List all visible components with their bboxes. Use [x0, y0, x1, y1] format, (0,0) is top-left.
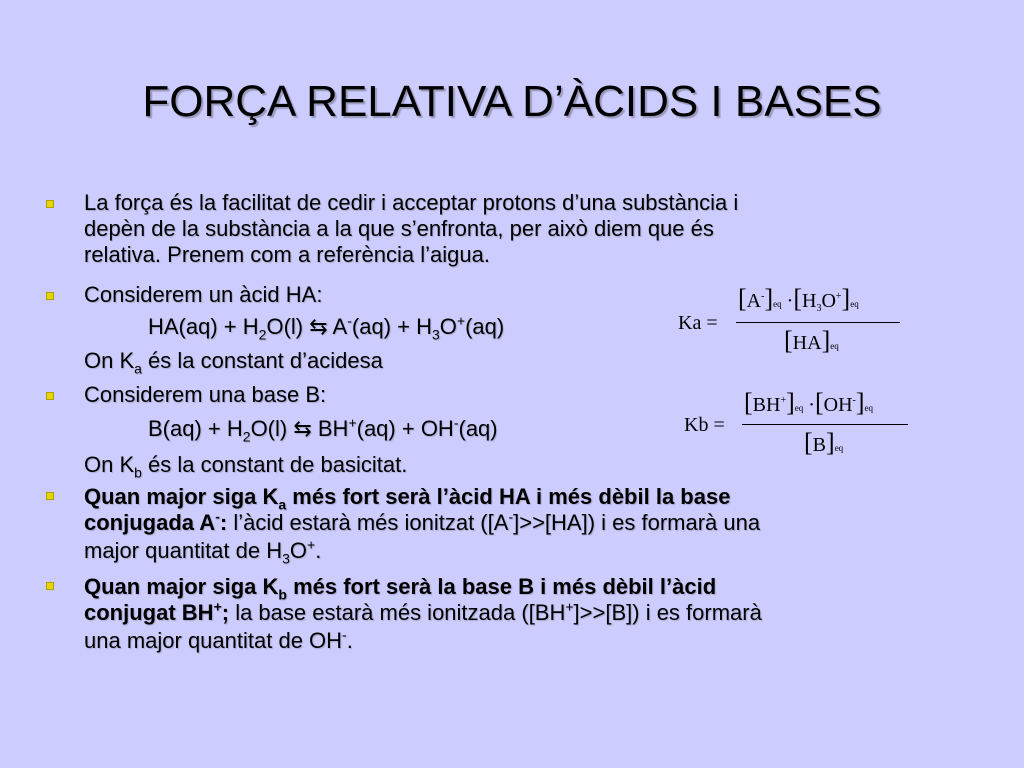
- ka-fraction-bar: [736, 322, 900, 323]
- paragraph-line: major quantitat de $H_3O^+$.: [84, 536, 322, 567]
- acid-intro: Considerem un àcid HA:: [84, 282, 323, 307]
- base-constant-note: On $K_b$ és la constant de basicitat.: [84, 452, 408, 481]
- paragraph-line: una major quantitat de OH-.: [84, 626, 353, 653]
- kb-denominator: [B]eq: [804, 428, 844, 457]
- bullet-marker: [46, 582, 54, 590]
- paragraph-line: La força és la facilitat de cedir i acceptar protons d’una substància i: [84, 190, 739, 215]
- kb-numerator: [BH+]eq ·[OH-]eq: [744, 388, 874, 417]
- ka-denominator: [HA]eq: [784, 326, 839, 355]
- kb-fraction-bar: [742, 424, 908, 425]
- ka-lhs: Ka =: [678, 312, 718, 334]
- kb-lhs: Kb =: [684, 414, 725, 436]
- bullet-marker: [46, 492, 54, 500]
- ka-formula: [678, 284, 918, 364]
- paragraph-line: Quan major siga $K_b$ més fort serà la base B i més dèbil l’àcid: [84, 574, 717, 603]
- acid-constant-note: On $K_a$ és la constant d’acidesa: [84, 348, 383, 377]
- acid-equation: $HA(aq) + H_2O(l)$ ⇆ $A^-(aq) + H_3O^+(aq)$: [148, 312, 505, 343]
- paragraph-line: Quan major siga $K_a$ més fort serà l’àcid HA i més dèbil la base: [84, 484, 731, 513]
- bullet-marker: [46, 292, 54, 300]
- slide-title: FORÇA RELATIVA D’ÀCIDS I BASES: [142, 77, 882, 126]
- bullet-marker: [46, 200, 54, 208]
- kb-formula: [684, 390, 924, 470]
- base-intro: Considerem una base B:: [84, 382, 327, 407]
- paragraph-line: relativa. Prenem com a referència l’aigua.: [84, 242, 490, 267]
- base-equation: $B(aq) + H_2O(l)$ ⇆ BH+(aq) + OH-(aq): [148, 414, 498, 445]
- bullet-marker: [46, 392, 54, 400]
- paragraph-line: depèn de la substància a la que s’enfronta, per això diem que és: [84, 216, 714, 241]
- paragraph-line: conjugada A-: l’àcid estarà més ionitzat ([A-]>>[HA]) i es formarà una: [84, 508, 761, 535]
- ka-numerator: $[A^-]eq \cdot[H_3O^+]eq$: [738, 284, 859, 314]
- paragraph-line: conjugat BH+; la base estarà més ionitzada ([BH+]>>[B]) i es formarà: [84, 598, 762, 625]
